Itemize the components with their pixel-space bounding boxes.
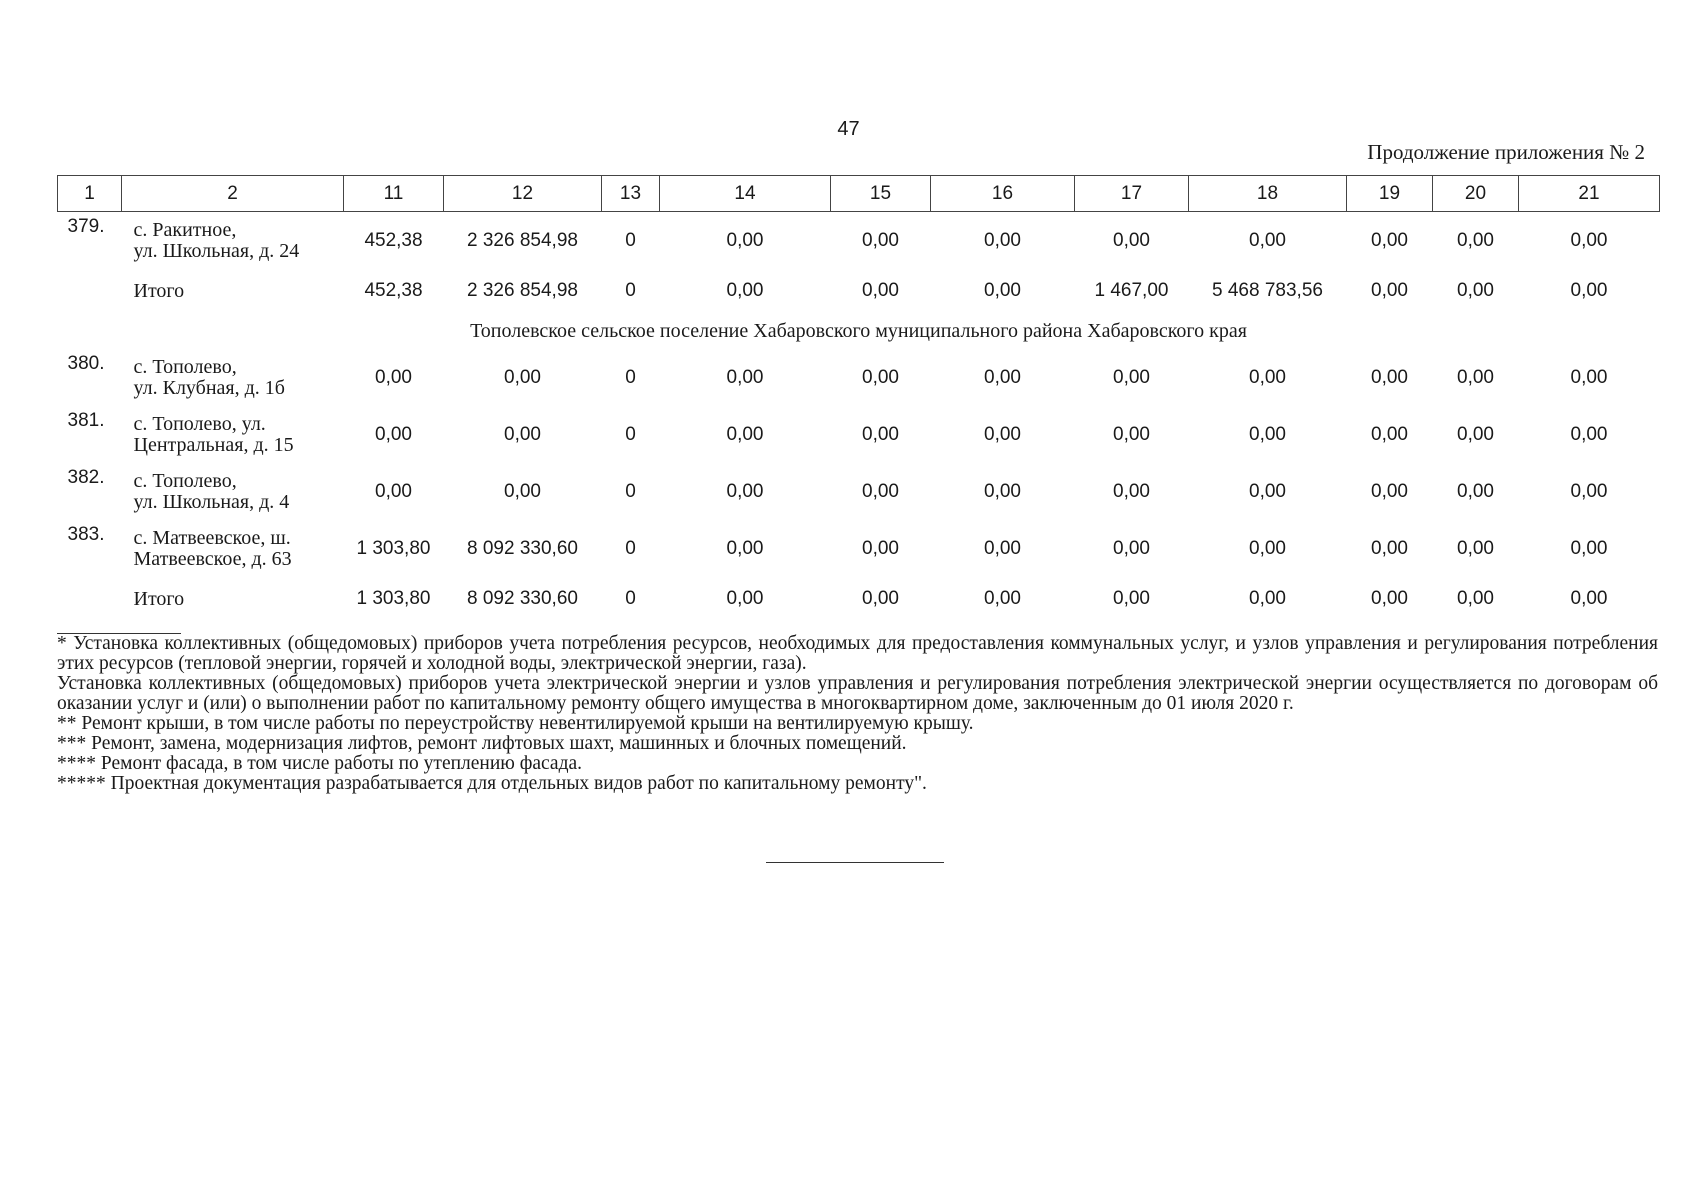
value-cell: 0,00 [1371, 537, 1408, 559]
value-cell: 0,00 [1570, 480, 1608, 502]
value-cell: 0,00 [862, 366, 899, 388]
row-number: 381. [67, 410, 105, 431]
row-number: 379. [67, 216, 105, 237]
value-cell: 0,00 [504, 366, 541, 388]
section-title: Тополевское сельское поселение Хабаровского муниципального района Хабаровского края [470, 319, 1247, 342]
value-cell: 0,00 [1249, 537, 1286, 559]
value-cell: 0,00 [1570, 366, 1608, 388]
value-cell: 0,00 [984, 588, 1021, 609]
address-cell [122, 349, 344, 406]
table-row [58, 212, 1660, 270]
total-label: Итого [133, 587, 185, 610]
value-cell: 8 092 330,60 [467, 537, 578, 559]
row-number: 380. [67, 353, 105, 374]
value-cell: 0,00 [726, 588, 764, 609]
header-cell: 13 [602, 176, 660, 212]
header-cell: 20 [1433, 176, 1519, 212]
value-cell: 0,00 [1570, 229, 1608, 251]
value-cell: 0,00 [984, 280, 1021, 301]
value-cell: 0,00 [1249, 423, 1286, 445]
value-cell: 0,00 [1457, 537, 1494, 559]
value-cell: 0,00 [1113, 588, 1150, 609]
value-cell: 0,00 [375, 423, 412, 445]
table-row [58, 520, 1660, 577]
value-cell: 0,00 [1371, 229, 1408, 251]
row-number: 382. [67, 467, 105, 488]
value-cell: 0,00 [1457, 280, 1494, 301]
total-row [58, 269, 1660, 313]
value-cell: 0,00 [504, 423, 541, 445]
value-cell: 1 303,80 [356, 537, 431, 559]
address-line: с. Тополево, ул. [133, 412, 266, 435]
address-line: ул. Школьная, д. 4 [133, 490, 290, 513]
header-cell: 16 [931, 176, 1075, 212]
value-cell: 0,00 [1371, 480, 1408, 502]
value-cell: 0,00 [726, 229, 764, 251]
value-cell: 0 [625, 537, 636, 559]
footnotes [57, 634, 1658, 794]
value-cell: 0,00 [1457, 366, 1494, 388]
value-cell: 0,00 [726, 280, 764, 301]
value-cell: 0,00 [375, 366, 412, 388]
row-number [58, 577, 122, 621]
address-cell [122, 520, 344, 577]
value-cell: 0,00 [726, 366, 764, 388]
value-cell: 0,00 [1371, 423, 1408, 445]
section-row [58, 313, 1660, 349]
value-cell: 1 303,80 [356, 588, 431, 609]
value-cell: 0,00 [984, 423, 1021, 445]
header-cell: 15 [831, 176, 931, 212]
value-cell: 2 326 854,98 [467, 229, 578, 251]
address-cell [122, 463, 344, 520]
value-cell: 0,00 [1113, 423, 1150, 445]
value-cell: 0,00 [1457, 480, 1494, 502]
value-cell: 0,00 [862, 537, 899, 559]
value-cell: 0 [625, 588, 636, 609]
address-line: с. Тополево, [133, 355, 237, 378]
header-cell: 1 [58, 176, 122, 212]
total-label: Итого [133, 279, 185, 302]
value-cell: 0,00 [1249, 480, 1286, 502]
value-cell: 0 [625, 366, 636, 388]
value-cell: 1 467,00 [1094, 280, 1169, 301]
value-cell: 0,00 [726, 537, 764, 559]
footnote: * Установка коллективных (общедомовых) приборов учета потребления ресурсов, необходимых для предоставления коммунальных услуг, и узлов управления и регулирования потребления этих ресурсов (тепловой энергии, горячей и холодной воды, электрической энергии, газа). [57, 633, 1658, 674]
header-cell: 11 [344, 176, 444, 212]
value-cell: 0,00 [1570, 588, 1608, 609]
table-row [58, 463, 1660, 520]
value-cell: 452,38 [364, 229, 423, 251]
value-cell: 0,00 [862, 280, 899, 301]
data-table [57, 175, 1660, 621]
value-cell: 8 092 330,60 [467, 588, 578, 609]
value-cell: 0,00 [1249, 366, 1286, 388]
value-cell: 0 [625, 480, 636, 502]
value-cell: 0,00 [726, 423, 764, 445]
value-cell: 0,00 [1371, 366, 1408, 388]
footnote: Установка коллективных (общедомовых) приборов учета электрической энергии и узлов управления и регулирования потребления электрической энергии осуществляется по договорам об оказании услуг и (или) о выполнении работ по капитальному ремонту общего имущества в многоквартирном доме, заключенным до 01 июля 2020 г. [57, 673, 1658, 714]
value-cell: 0,00 [862, 480, 899, 502]
address-line: ул. Клубная, д. 1б [133, 376, 285, 399]
header-cell: 17 [1075, 176, 1189, 212]
footnote: **** Ремонт фасада, в том числе работы по утеплению фасада. [57, 753, 583, 774]
value-cell: 0,00 [1457, 588, 1494, 609]
row-number [58, 269, 122, 313]
value-cell: 0,00 [1570, 280, 1608, 301]
address-line: с. Тополево, [133, 469, 237, 492]
table-row [58, 406, 1660, 463]
address-cell [122, 212, 344, 270]
value-cell: 0,00 [1570, 537, 1608, 559]
row-number: 383. [67, 524, 105, 545]
value-cell: 0 [625, 280, 636, 301]
total-row [58, 577, 1660, 621]
value-cell: 0,00 [1457, 423, 1494, 445]
value-cell: 0,00 [984, 229, 1021, 251]
value-cell: 452,38 [364, 280, 423, 301]
address-line: Центральная, д. 15 [133, 433, 294, 456]
value-cell: 0,00 [1113, 537, 1150, 559]
value-cell: 0,00 [1113, 480, 1150, 502]
value-cell: 0,00 [862, 588, 899, 609]
address-line: Матвеевское, д. 63 [133, 547, 292, 570]
value-cell: 0,00 [1570, 423, 1608, 445]
value-cell: 0,00 [862, 423, 899, 445]
page-number: 47 [837, 118, 860, 140]
value-cell: 0,00 [1371, 588, 1408, 609]
value-cell: 0,00 [1249, 588, 1286, 609]
value-cell: 0,00 [984, 366, 1021, 388]
address-cell [122, 406, 344, 463]
value-cell: 0,00 [984, 537, 1021, 559]
address-line: с. Матвеевское, ш. [133, 526, 291, 549]
value-cell: 2 326 854,98 [467, 280, 578, 301]
value-cell: 0 [625, 229, 636, 251]
value-cell: 0,00 [984, 480, 1021, 502]
header-row [58, 176, 1660, 212]
table-row [58, 349, 1660, 406]
header-cell: 12 [444, 176, 602, 212]
value-cell: 0,00 [504, 480, 541, 502]
value-cell: 0,00 [1113, 366, 1150, 388]
header-cell: 19 [1347, 176, 1433, 212]
value-cell: 0,00 [862, 229, 899, 251]
header-cell: 2 [122, 176, 344, 212]
value-cell: 0,00 [375, 480, 412, 502]
value-cell: 0,00 [1371, 280, 1408, 301]
header-cell: 14 [660, 176, 831, 212]
address-line: с. Ракитное, [133, 218, 237, 241]
footnote: ***** Проектная документация разрабатывается для отдельных видов работ по капитальному ремонту". [57, 773, 927, 794]
table-body [58, 212, 1660, 622]
end-separator [766, 862, 944, 863]
header-cell: 21 [1519, 176, 1660, 212]
value-cell: 0,00 [1113, 229, 1150, 251]
continuation-label: Продолжение приложения № 2 [1367, 140, 1645, 164]
footnote: *** Ремонт, замена, модернизация лифтов, ремонт лифтовых шахт, машинных и блочных помещений. [57, 733, 907, 754]
value-cell: 0,00 [1457, 229, 1494, 251]
header-cell: 18 [1189, 176, 1347, 212]
value-cell: 5 468 783,56 [1212, 280, 1323, 301]
address-line: ул. Школьная, д. 24 [133, 239, 300, 262]
value-cell: 0,00 [1249, 229, 1286, 251]
value-cell: 0,00 [726, 480, 764, 502]
footnote: ** Ремонт крыши, в том числе работы по переустройству невентилируемой крыши на вентилируемую крышу. [57, 713, 974, 734]
value-cell: 0 [625, 423, 636, 445]
